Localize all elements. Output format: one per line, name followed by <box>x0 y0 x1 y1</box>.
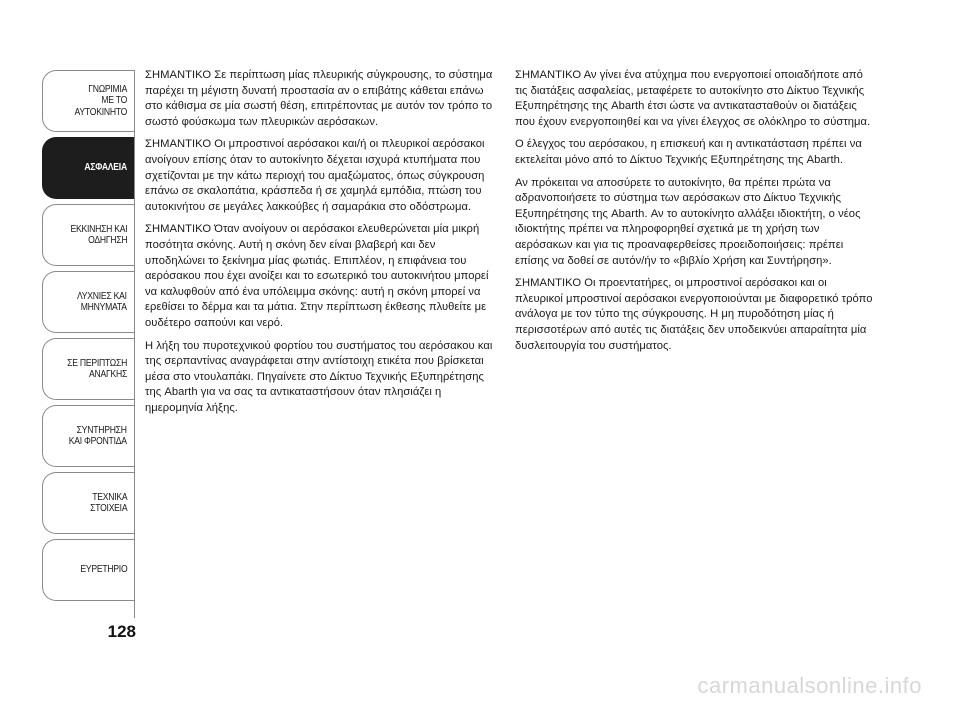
tab-emergency[interactable] <box>42 338 134 400</box>
paragraph: Η λήξη του πυροτεχνικού φορτίου του συστήματος του αερόσακου και της σερπαντίνας αναγράφεται στην αντίστοιχη ετικέτα που βρίσκεται μέσα στο ντουλαπάκι. Πηγαίνετε στο Δίκτυο Τεχνικής Εξυπηρέτησης της Abarth για να σας τα αντικαταστήσουν όταν πλησιάζει η ημερομηνία λήξης. <box>145 339 493 414</box>
tab-label: ΕΥΡΕΤΗΡΙΟ <box>79 563 127 576</box>
paragraph: ΣΗΜΑΝΤΙΚΟ Αν γίνει ένα ατύχημα που ενεργοποιεί οποιαδήποτε από τις διατάξεις ασφαλείας, μεταφέρετε το αυτοκίνητο στο Δίκτυο Τεχνικής Εξυπηρέτησης της Abarth έτσι ώστε να αντικατασταθούν οι διατάξεις που έχουν ενεργοποιηθεί και να γίνει έλεγχος σε ολόκληρο το σύστημα. <box>515 69 871 128</box>
tab-safety[interactable] <box>42 137 134 199</box>
tab-label: ΛΥΧΝΙΕΣ ΚΑΙ ΜΗΝΥΜΑΤΑ <box>77 289 127 313</box>
paragraph: ΣΗΜΑΝΤΙΚΟ Οι μπροστινοί αερόσακοι και/ή οι πλευρικοί αερόσακοι ανοίγουν επίσης όταν το αυτοκίνητο δέχεται ισχυρά κτυπήματα που σχετίζονται με την κάτω περιοχή του αμαξώματος, όπως σύγκρουση επάνω σε σκαλοπάτια, κράσπεδα ή σε χαμηλά εμπόδια, πτώση του αυτοκινήτου σε μεγάλες λακκούβες ή σαμαράκια στο οδόστρωμα. <box>145 138 485 213</box>
paragraph: ΣΗΜΑΝΤΙΚΟ Σε περίπτωση μίας πλευρικής σύγκρουσης, το σύστημα παρέχει τη μέγιστη δυνατή προστασία αν ο επιβάτης κάθεται επάνω στο κάθισμα σε μία σωστή θέση, επιτρέποντας με αυτόν τον τρόπο το σωστό φούσκωμα των πλευρικών αερόσακων. <box>145 69 493 128</box>
tab-label: ΣΕ ΠΕΡΙΠΤΩΣΗ ΑΝΑΓΚΗΣ <box>67 356 127 380</box>
tab-label: ΕΚΚΙΝΗΣΗ ΚΑΙ ΟΔΗΓΗΣΗ <box>70 222 127 246</box>
tab-technical-data[interactable] <box>42 472 134 534</box>
tab-label: ΣΥΝΤΗΡΗΣΗ ΚΑΙ ΦΡΟΝΤΙΔΑ <box>68 423 127 447</box>
tab-starting-driving[interactable] <box>42 204 134 266</box>
tab-label: ΑΣΦΑΛΕΙΑ <box>84 161 127 174</box>
tab-index[interactable] <box>42 539 134 601</box>
paragraph: Αν πρόκειται να αποσύρετε το αυτοκίνητο, θα πρέπει πρώτα να αδρανοποιήσετε το σύστημα των αερόσακων στο Δίκτυο Τεχνικής Εξυπηρέτησης της Abarth. Αν το αυτοκίνητο αλλάξει ιδιοκτήτη, ο νέος ιδιοκτήτης πρέπει να πληροφορηθεί σχετικά με τη χρήση των αερόσακων και για τις προαναφερθείσες προειδοποιήσεις: πρέπει επίσης να δοθεί σε αυτόν/ήν το «βιβλίο Χρήση και Συντήρηση». <box>515 176 861 267</box>
tab-maintenance[interactable] <box>42 405 134 467</box>
tab-warning-lights[interactable] <box>42 271 134 333</box>
tab-label: ΓΝΩΡΙΜΙΑ ΜΕ ΤΟ ΑΥΤΟΚΙΝΗΤΟ <box>74 82 127 118</box>
sidebar-divider <box>134 70 135 618</box>
chapter-tabs <box>42 70 134 606</box>
left-text-column <box>145 68 497 423</box>
paragraph: ΣΗΜΑΝΤΙΚΟ Όταν ανοίγουν οι αερόσακοι ελευθερώνεται μία μικρή ποσότητα σκόνης. Αυτή η σκόνη δεν είναι βλαβερή και δεν υποδηλώνει το ξεκίνημα μίας φωτιάς. Επιπλέον, η επιφάνεια του αερόσακου που έχει ανοίξει και το εσωτερικό του αυτοκινήτου μπορεί να καλυφθούν από ένα υπόλειμμα σκόνης: αυτή η σκόνη μπορεί να ερεθίσει το δέρμα και τα μάτια. Στην περίπτωση έκθεσης πλυθείτε με ουδέτερο σαπούνι και νερό. <box>145 223 489 329</box>
watermark-text: carmanualsonline.info <box>697 673 922 698</box>
right-text-column <box>515 68 875 361</box>
paragraph: Ο έλεγχος του αερόσακου, η επισκευή και η αντικατάσταση πρέπει να εκτελείται μόνο από το Δίκτυο Τεχνικής Εξυπηρέτησης της Abarth. <box>515 138 862 166</box>
tab-knowing-the-car[interactable] <box>42 70 134 132</box>
page-number: 128 <box>107 622 136 641</box>
paragraph: ΣΗΜΑΝΤΙΚΟ Οι προεντατήρες, οι μπροστινοί αερόσακοι και οι πλευρικοί μπροστινοί αερόσακοι ενεργοποιούνται με διαφορετικό τρόπο ανάλογα με τον τύπο της σύγκρουσης. Η μη πυροδότηση μίας ή περισσοτέρων από αυτές τις διατάξεις δεν υποδεικνύει απαραίτητα μία δυσλειτουργία του συστήματος. <box>515 277 873 352</box>
tab-label: ΤΕΧΝΙΚΑ ΣΤΟΙΧΕΙΑ <box>89 490 127 514</box>
